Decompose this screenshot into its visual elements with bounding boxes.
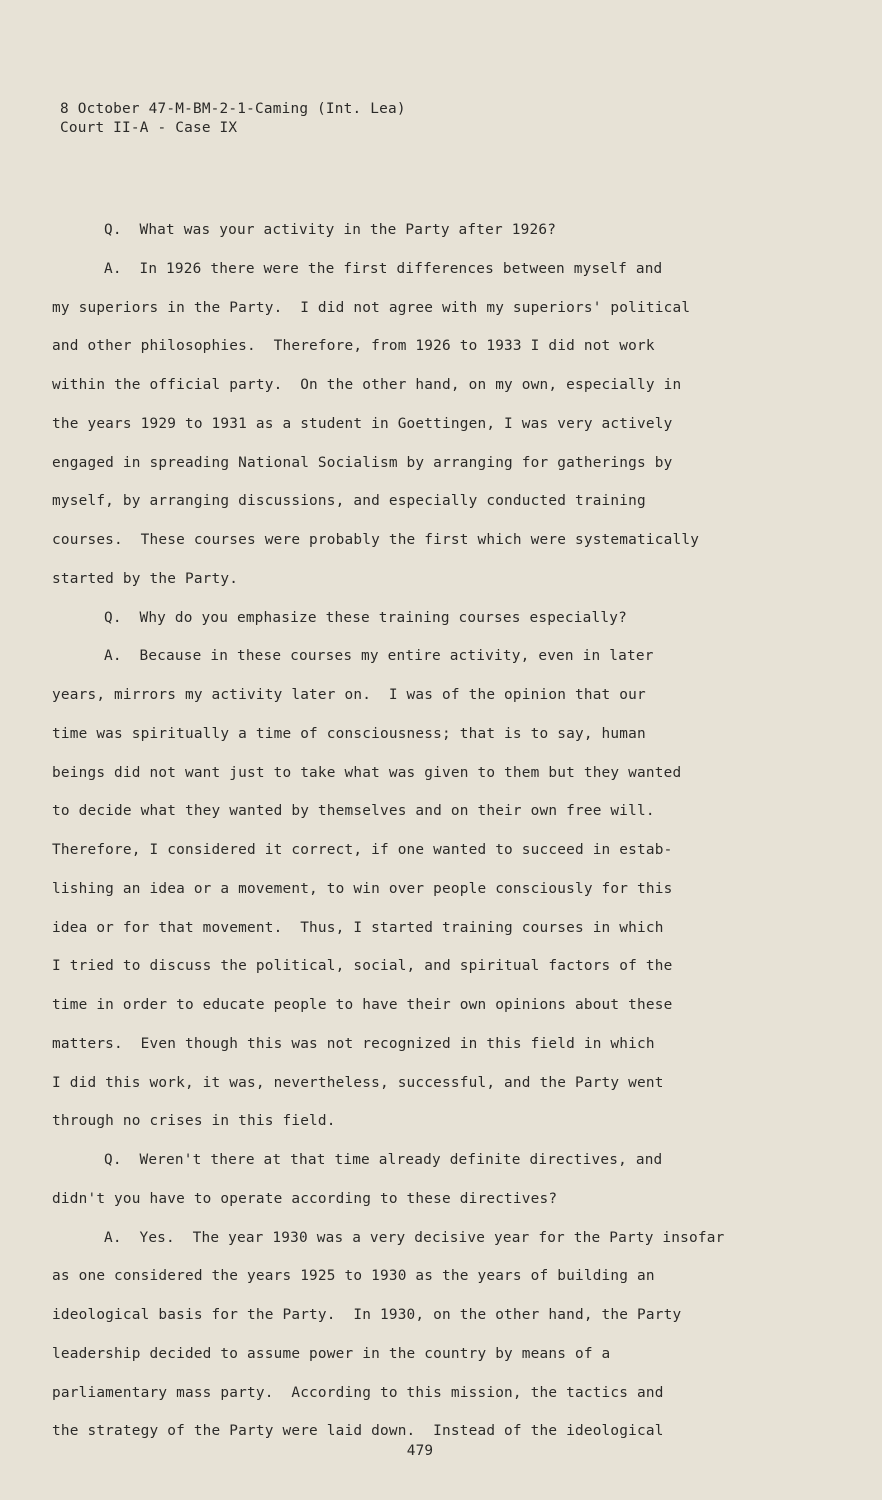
transcript-line: lishing an idea or a movement, to win over people consciously for this — [52, 880, 673, 897]
transcript-line: within the official party. On the other hand, on my own, especially in — [52, 377, 682, 393]
transcript-body — [52, 211, 792, 1451]
transcript-line: as one considered the years 1925 to 1930 as the years of building an — [52, 1268, 655, 1285]
transcript-line: years, mirrors my activity later on. I was of the opinion that our — [52, 687, 646, 703]
transcript-line: through no crises in this field. — [52, 1113, 336, 1130]
transcript-line: didn't you have to operate according to these directives? — [52, 1190, 558, 1207]
header-court-line: Court II-A - Case IX — [60, 120, 238, 136]
transcript-line: engaged in spreading National Socialism by arranging for gatherings by — [52, 454, 673, 471]
transcript-line: Q. Why do you emphasize these training courses especially? — [104, 609, 627, 626]
transcript-line: courses. These courses were probably the first which were systematically — [52, 532, 700, 548]
header-date-line: 8 October 47-M-BM-2-1-Caming (Int. Lea) — [60, 101, 406, 117]
transcript-line: ideological basis for the Party. In 1930, on the other hand, the Party — [52, 1307, 682, 1323]
transcript-line: the years 1929 to 1931 as a student in Goettingen, I was very actively — [52, 415, 673, 432]
transcript-line: the strategy of the Party were laid down. Instead of the ideological — [52, 1423, 664, 1440]
transcript-line: and other philosophies. Therefore, from 1926 to 1933 I did not work — [52, 338, 655, 355]
transcript-line: matters. Even though this was not recognized in this field in which — [52, 1035, 655, 1052]
page-number: 479 — [406, 1443, 434, 1459]
transcript-line: Q. Weren't there at that time already definite directives, and — [104, 1152, 663, 1168]
transcript-line: idea or for that movement. Thus, I started training courses in which — [52, 919, 664, 936]
transcript-line: started by the Party. — [52, 570, 239, 587]
transcript-line: A. In 1926 there were the first differences between myself and — [104, 260, 663, 277]
transcript-line: Q. What was your activity in the Party after 1926? — [104, 222, 557, 238]
transcript-line: A. Yes. The year 1930 was a very decisive year for the Party insofar — [104, 1229, 725, 1246]
transcript-line: my superiors in the Party. I did not agree with my superiors' political — [52, 299, 691, 316]
transcript-line: I did this work, it was, nevertheless, successful, and the Party went — [52, 1074, 664, 1091]
transcript-line: time was spiritually a time of consciousness; that is to say, human — [52, 725, 646, 742]
transcript-line: parliamentary mass party. According to this mission, the tactics and — [52, 1384, 664, 1401]
transcript-line: myself, by arranging discussions, and especially conducted training — [52, 493, 646, 510]
transcript-line: I tried to discuss the political, social, and spiritual factors of the — [52, 958, 673, 975]
transcript-line: beings did not want just to take what was given to them but they wanted — [52, 764, 682, 781]
transcript-line: time in order to educate people to have their own opinions about these — [52, 997, 673, 1013]
document-header — [60, 100, 406, 138]
transcript-line: A. Because in these courses my entire activity, even in later — [104, 648, 654, 665]
transcript-line: to decide what they wanted by themselves and on their own free will. — [52, 803, 655, 820]
transcript-line: Therefore, I considered it correct, if one wanted to succeed in estab- — [52, 842, 673, 858]
transcript-line: leadership decided to assume power in the country by means of a — [52, 1345, 611, 1362]
